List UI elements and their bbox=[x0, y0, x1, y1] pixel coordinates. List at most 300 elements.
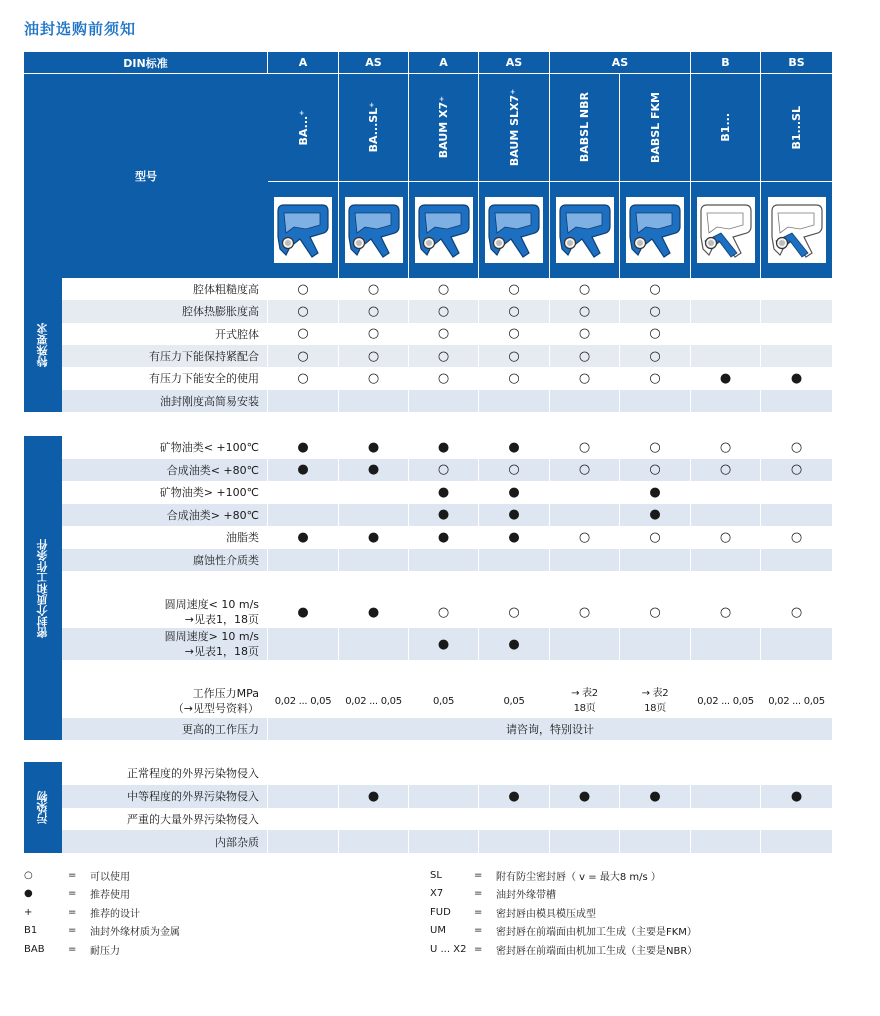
open-circle-icon: ○ bbox=[297, 348, 309, 364]
open-circle-icon: ○ bbox=[367, 281, 380, 297]
filled-circle-icon: ● bbox=[437, 529, 450, 545]
table-cell bbox=[761, 300, 832, 322]
din-row bbox=[24, 52, 832, 74]
table-row bbox=[62, 718, 832, 740]
table-cell bbox=[691, 785, 761, 808]
row-label bbox=[62, 367, 268, 389]
row-label-text: 有压力下能安全的使用 bbox=[149, 372, 259, 386]
din-value: AS bbox=[550, 52, 691, 74]
row-label-text: 工作压力MPa bbox=[192, 687, 259, 700]
model-name: BA...⁺ bbox=[296, 109, 310, 146]
row-label bbox=[62, 390, 268, 412]
table-cell bbox=[409, 628, 479, 660]
open-circle-icon: ○ bbox=[437, 604, 450, 620]
row-label-text: 严重的大量外界污染物侵入 bbox=[127, 812, 259, 826]
row-label-text: 中等程度的外界污染物侵入 bbox=[127, 790, 259, 804]
table-cell bbox=[479, 367, 550, 389]
table-cell bbox=[691, 830, 761, 853]
cell-value: 0,02 ... 0,05 bbox=[345, 695, 402, 707]
table-cell bbox=[620, 504, 691, 527]
seal-cross-section-icon bbox=[345, 197, 403, 263]
table-cell bbox=[550, 300, 620, 322]
table-cell bbox=[691, 596, 761, 628]
table-cell bbox=[268, 436, 339, 459]
table-cell bbox=[550, 785, 620, 808]
table-cell bbox=[479, 596, 550, 628]
table-cell bbox=[268, 278, 339, 300]
cell-value: 0,05 bbox=[503, 695, 525, 707]
open-circle-icon: ○ bbox=[367, 303, 380, 319]
section-special: 特殊要求 bbox=[24, 278, 62, 412]
table-cell bbox=[339, 830, 409, 853]
model-name: BAUM X7⁺ bbox=[437, 96, 450, 159]
table-cell bbox=[339, 367, 409, 389]
open-circle-icon: ○ bbox=[508, 303, 520, 319]
seal-cross-section-icon bbox=[556, 197, 614, 263]
open-circle-icon: ○ bbox=[437, 326, 450, 342]
section-dirt: 污染物 bbox=[24, 762, 62, 853]
row-label bbox=[62, 345, 268, 367]
table-cell bbox=[479, 549, 550, 572]
legend-item: B1 = 油封外缘材质为金属 bbox=[24, 925, 180, 939]
table-cell bbox=[339, 684, 409, 718]
filled-circle-icon: ● bbox=[508, 529, 520, 545]
table-cell bbox=[620, 762, 691, 785]
table-row bbox=[62, 278, 832, 300]
row-label bbox=[62, 300, 268, 322]
table-cell bbox=[761, 684, 832, 718]
table-cell bbox=[550, 526, 620, 549]
table-cell bbox=[691, 549, 761, 572]
table-cell bbox=[409, 808, 479, 831]
table-cell bbox=[761, 830, 832, 853]
filled-circle-icon: ● bbox=[508, 507, 520, 523]
table-cell bbox=[339, 300, 409, 322]
open-circle-icon: ○ bbox=[367, 326, 380, 342]
table-row bbox=[62, 504, 832, 527]
table-row bbox=[62, 808, 832, 831]
din-value: AS bbox=[479, 52, 550, 74]
table-cell bbox=[339, 808, 409, 831]
table-cell bbox=[339, 785, 409, 808]
table-cell bbox=[761, 808, 832, 831]
model-label: 型号 bbox=[24, 74, 268, 278]
table-cell bbox=[691, 762, 761, 785]
table-cell bbox=[620, 459, 691, 482]
table-row bbox=[62, 436, 832, 459]
legend-item: SL = 附有防尘密封唇（ v = 最大8 m/s ） bbox=[430, 869, 661, 883]
filled-circle-icon: ● bbox=[437, 484, 450, 500]
table-row bbox=[62, 830, 832, 853]
open-circle-icon: ○ bbox=[437, 281, 450, 297]
table-cell bbox=[268, 830, 339, 853]
filled-circle-icon: ● bbox=[437, 439, 450, 455]
filled-circle-icon: ● bbox=[367, 788, 380, 804]
table-cell bbox=[268, 504, 339, 527]
table-cell bbox=[691, 808, 761, 831]
table-cell bbox=[550, 345, 620, 367]
table-cell bbox=[268, 808, 339, 831]
model-name-cell bbox=[620, 74, 691, 182]
row-label-text: 内部杂质 bbox=[215, 835, 259, 849]
cell-value bbox=[571, 686, 598, 716]
din-value: AS bbox=[339, 52, 409, 74]
table-cell bbox=[761, 628, 832, 660]
table-cell bbox=[268, 549, 339, 572]
table-cell bbox=[761, 459, 832, 482]
table-cell bbox=[339, 549, 409, 572]
filled-circle-icon: ● bbox=[649, 507, 661, 523]
table-cell bbox=[409, 481, 479, 504]
open-circle-icon: ○ bbox=[437, 462, 450, 478]
table-cell bbox=[409, 436, 479, 459]
open-circle-icon: ○ bbox=[508, 326, 520, 342]
table-row bbox=[62, 628, 832, 660]
open-circle-icon: ○ bbox=[790, 529, 803, 545]
din-value: A bbox=[409, 52, 479, 74]
table-cell bbox=[761, 596, 832, 628]
legend-left bbox=[24, 866, 180, 959]
table-cell bbox=[409, 300, 479, 322]
open-circle-icon: ○ bbox=[437, 370, 450, 386]
open-circle-icon: ○ bbox=[649, 439, 661, 455]
table-cell bbox=[409, 504, 479, 527]
row-label bbox=[62, 504, 268, 527]
table-row-spacer bbox=[62, 571, 832, 596]
row-label bbox=[62, 830, 268, 853]
table-cell bbox=[409, 323, 479, 345]
row-label bbox=[62, 459, 268, 482]
table-cell bbox=[691, 436, 761, 459]
filled-circle-icon: ● bbox=[297, 439, 309, 455]
filled-circle-icon: ● bbox=[508, 439, 520, 455]
row-label: 更高的工作压力 bbox=[62, 718, 268, 740]
table-cell bbox=[620, 785, 691, 808]
table-cell bbox=[479, 526, 550, 549]
table-cell bbox=[620, 628, 691, 660]
table-cell bbox=[268, 785, 339, 808]
table-cell bbox=[691, 390, 761, 412]
row-label-text: （→见型号资料） bbox=[172, 702, 259, 715]
seal-cross-section-icon bbox=[626, 197, 684, 263]
open-circle-icon: ○ bbox=[790, 439, 803, 455]
cell-value: 0,02 ... 0,05 bbox=[274, 695, 332, 707]
table-cell bbox=[761, 390, 832, 412]
seal-image-cell bbox=[620, 182, 691, 278]
table-cell bbox=[620, 830, 691, 853]
open-circle-icon: ○ bbox=[508, 370, 520, 386]
table-cell bbox=[691, 481, 761, 504]
table-cell bbox=[550, 367, 620, 389]
open-circle-icon: ○ bbox=[367, 348, 380, 364]
din-value: BS bbox=[761, 52, 832, 74]
row-label-text: →见表1，18页 bbox=[184, 645, 259, 658]
page-title: 油封选购前须知 bbox=[24, 20, 137, 38]
table-cell bbox=[691, 684, 761, 718]
open-circle-icon: ○ bbox=[578, 303, 591, 319]
table-cell bbox=[479, 436, 550, 459]
seal-cross-section-icon bbox=[485, 197, 543, 263]
open-circle-icon: ○ bbox=[649, 462, 661, 478]
filled-circle-icon: ● bbox=[437, 636, 450, 652]
legend-item: + = 推荐的设计 bbox=[24, 906, 140, 920]
open-circle-icon: ○ bbox=[649, 303, 661, 319]
open-circle-icon: ○ bbox=[790, 604, 803, 620]
table-row bbox=[62, 549, 832, 572]
table-cell bbox=[691, 526, 761, 549]
open-circle-icon: ○ bbox=[367, 370, 380, 386]
table-cell bbox=[339, 628, 409, 660]
table-cell bbox=[691, 504, 761, 527]
legend-item: U ... X2 = 密封唇在前端面由机加工生成（主要是NBR） bbox=[430, 943, 698, 957]
table-cell bbox=[620, 390, 691, 412]
seal-image-cell bbox=[409, 182, 479, 278]
row-label-text: 腐蚀性介质类 bbox=[193, 553, 259, 567]
row-label-text: 有压力下能保持紧配合 bbox=[149, 350, 259, 364]
model-name-row bbox=[268, 74, 832, 182]
open-circle-icon: ○ bbox=[578, 348, 591, 364]
legend-item: BAB = 耐压力 bbox=[24, 943, 120, 957]
table-cell bbox=[339, 526, 409, 549]
table-cell bbox=[339, 278, 409, 300]
table-cell bbox=[479, 481, 550, 504]
cell-value: 0,05 bbox=[432, 695, 455, 707]
table-cell bbox=[620, 278, 691, 300]
table-cell bbox=[620, 596, 691, 628]
open-circle-icon: ○ bbox=[508, 462, 520, 478]
table-cell bbox=[620, 323, 691, 345]
row-label bbox=[62, 684, 268, 718]
table-cell bbox=[268, 596, 339, 628]
table-cell bbox=[479, 323, 550, 345]
row-label bbox=[62, 785, 268, 808]
row-label-text: 合成油类> +80℃ bbox=[166, 508, 259, 522]
model-name: BABSL NBR bbox=[578, 92, 591, 163]
table-cell bbox=[409, 830, 479, 853]
table-cell bbox=[620, 436, 691, 459]
table-row bbox=[62, 785, 832, 808]
table-row bbox=[62, 684, 832, 718]
open-circle-icon: ○ bbox=[437, 303, 450, 319]
cell-value-line: 18页 bbox=[644, 703, 666, 714]
table-cell bbox=[409, 549, 479, 572]
table-cell bbox=[339, 481, 409, 504]
table-cell bbox=[409, 278, 479, 300]
cell-value-line: → 表2 bbox=[641, 688, 669, 699]
table-cell bbox=[550, 628, 620, 660]
table-cell bbox=[691, 300, 761, 322]
filled-circle-icon: ● bbox=[508, 636, 520, 652]
row-label bbox=[62, 436, 268, 459]
open-circle-icon: ○ bbox=[578, 529, 591, 545]
cell-value bbox=[642, 686, 669, 716]
table-cell bbox=[479, 628, 550, 660]
table-cell bbox=[550, 504, 620, 527]
open-circle-icon: ○ bbox=[649, 370, 661, 386]
table-cell bbox=[409, 785, 479, 808]
seal-image-row bbox=[268, 182, 832, 278]
seal-image-cell bbox=[339, 182, 409, 278]
legend-item: ○ = 可以使用 bbox=[24, 869, 130, 883]
open-circle-icon: ○ bbox=[578, 439, 591, 455]
filled-circle-icon: ● bbox=[790, 788, 803, 804]
table-cell bbox=[620, 300, 691, 322]
table-cell bbox=[268, 367, 339, 389]
model-name-cell bbox=[691, 74, 761, 182]
open-circle-icon: ○ bbox=[719, 529, 732, 545]
table-cell bbox=[550, 459, 620, 482]
table-cell bbox=[479, 300, 550, 322]
table-cell bbox=[268, 300, 339, 322]
row-label-text: 腔体粗糙度高 bbox=[193, 283, 259, 297]
seal-image-cell bbox=[691, 182, 761, 278]
row-label-text: →见表1，18页 bbox=[184, 613, 259, 626]
open-circle-icon: ○ bbox=[508, 281, 520, 297]
table-cell bbox=[691, 367, 761, 389]
open-circle-icon: ○ bbox=[649, 604, 661, 620]
table-cell bbox=[550, 436, 620, 459]
table-cell bbox=[409, 526, 479, 549]
table-cell bbox=[691, 459, 761, 482]
table-cell bbox=[339, 504, 409, 527]
filled-circle-icon: ● bbox=[578, 788, 591, 804]
table-row bbox=[62, 459, 832, 482]
row-label bbox=[62, 628, 268, 660]
table-cell bbox=[691, 323, 761, 345]
table-cell bbox=[550, 481, 620, 504]
model-name-cell bbox=[409, 74, 479, 182]
table-row bbox=[62, 481, 832, 504]
row-label-text: 圆周速度< 10 m/s bbox=[164, 598, 259, 611]
table-cell bbox=[761, 278, 832, 300]
open-circle-icon: ○ bbox=[578, 326, 591, 342]
table-cell bbox=[620, 684, 691, 718]
table-row bbox=[62, 526, 832, 549]
row-label-text: 开式腔体 bbox=[215, 327, 259, 341]
table-cell bbox=[339, 762, 409, 785]
table-cell bbox=[268, 526, 339, 549]
table-cell bbox=[620, 345, 691, 367]
filled-circle-icon: ● bbox=[508, 484, 520, 500]
table-cell bbox=[620, 481, 691, 504]
table-cell bbox=[761, 762, 832, 785]
open-circle-icon: ○ bbox=[719, 462, 732, 478]
filled-circle-icon: ● bbox=[649, 788, 661, 804]
cell-value-line: 18页 bbox=[573, 703, 596, 714]
model-name-cell bbox=[268, 74, 339, 182]
seal-cross-section-icon bbox=[415, 197, 473, 263]
model-name: B1...SL bbox=[790, 105, 803, 150]
model-name: B1... bbox=[719, 113, 732, 142]
din-value: B bbox=[691, 52, 761, 74]
model-name-cell bbox=[761, 74, 832, 182]
open-circle-icon: ○ bbox=[437, 348, 450, 364]
table-cell bbox=[761, 323, 832, 345]
table-cell bbox=[550, 323, 620, 345]
table-cell bbox=[268, 345, 339, 367]
open-circle-icon: ○ bbox=[297, 370, 309, 386]
table-cell bbox=[761, 504, 832, 527]
table-row bbox=[62, 390, 832, 412]
cell-value-line: → 表2 bbox=[571, 688, 598, 699]
table-cell bbox=[268, 762, 339, 785]
table-cell bbox=[479, 504, 550, 527]
table-cell bbox=[268, 628, 339, 660]
din-label: DIN标准 bbox=[24, 52, 268, 74]
legend-item: UM = 密封唇在前端面由机加工生成（主要是FKM） bbox=[430, 925, 697, 939]
model-name-cell bbox=[339, 74, 409, 182]
model-name: BA...SL⁺ bbox=[367, 102, 380, 153]
table-cell bbox=[620, 367, 691, 389]
table-cell bbox=[268, 390, 339, 412]
filled-circle-icon: ● bbox=[649, 484, 661, 500]
legend-right bbox=[430, 866, 697, 959]
row-label bbox=[62, 323, 268, 345]
filled-circle-icon: ● bbox=[508, 788, 520, 804]
table-cell bbox=[761, 526, 832, 549]
open-circle-icon: ○ bbox=[508, 348, 520, 364]
filled-circle-icon: ● bbox=[297, 529, 309, 545]
row-label bbox=[62, 481, 268, 504]
table-cell bbox=[761, 436, 832, 459]
row-label-text: 合成油类< +80℃ bbox=[166, 463, 259, 477]
consult-note: 请咨询，特别设计 bbox=[268, 718, 832, 740]
open-circle-icon: ○ bbox=[649, 281, 661, 297]
table-cell bbox=[550, 549, 620, 572]
row-label bbox=[62, 549, 268, 572]
open-circle-icon: ○ bbox=[297, 281, 309, 297]
table-cell bbox=[550, 830, 620, 853]
table-cell bbox=[550, 762, 620, 785]
table-cell bbox=[268, 459, 339, 482]
table-cell bbox=[550, 684, 620, 718]
seal-image-cell bbox=[761, 182, 832, 278]
legend-item: ● = 推荐使用 bbox=[24, 888, 130, 902]
row-label-text: 腔体热膨胀度高 bbox=[182, 305, 259, 319]
table-cell bbox=[479, 808, 550, 831]
table-row bbox=[62, 323, 832, 345]
table-cell bbox=[409, 345, 479, 367]
table-cell bbox=[479, 345, 550, 367]
table-cell bbox=[409, 762, 479, 785]
table-cell bbox=[620, 526, 691, 549]
row-label bbox=[62, 762, 268, 785]
open-circle-icon: ○ bbox=[649, 348, 661, 364]
table-cell bbox=[409, 684, 479, 718]
row-label-text: 矿物油类> +100℃ bbox=[159, 486, 259, 500]
open-circle-icon: ○ bbox=[649, 326, 661, 342]
seal-cross-section-icon bbox=[697, 197, 755, 263]
seal-image-cell bbox=[479, 182, 550, 278]
table-cell bbox=[479, 390, 550, 412]
model-name-cell bbox=[550, 74, 620, 182]
filled-circle-icon: ● bbox=[367, 604, 380, 620]
filled-circle-icon: ● bbox=[297, 604, 309, 620]
filled-circle-icon: ● bbox=[790, 370, 803, 386]
table-cell bbox=[761, 549, 832, 572]
table-cell bbox=[339, 436, 409, 459]
filled-circle-icon: ● bbox=[367, 439, 380, 455]
row-label bbox=[62, 278, 268, 300]
table-cell bbox=[268, 481, 339, 504]
table-cell bbox=[479, 762, 550, 785]
legend-item: X7 = 油封外缘带槽 bbox=[430, 888, 556, 902]
table-cell bbox=[339, 345, 409, 367]
seal-cross-section-icon bbox=[274, 197, 332, 263]
table-cell bbox=[409, 459, 479, 482]
open-circle-icon: ○ bbox=[719, 604, 732, 620]
open-circle-icon: ○ bbox=[719, 439, 732, 455]
